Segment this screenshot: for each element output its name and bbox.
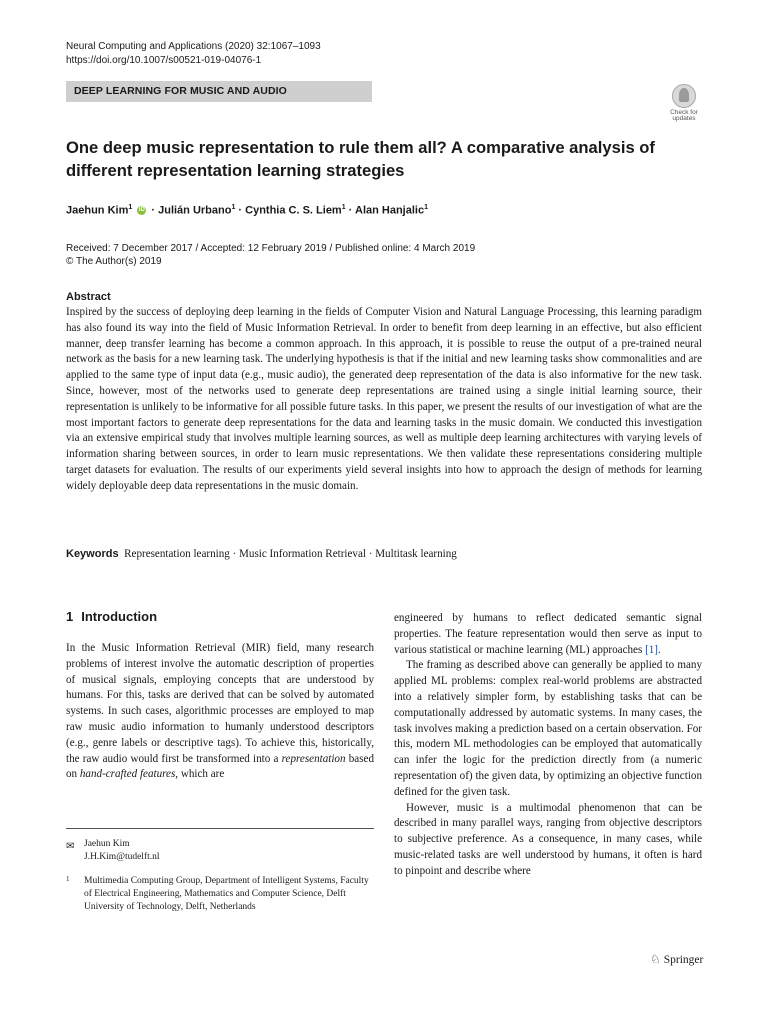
publication-dates (66, 242, 475, 268)
author-list: Jaehun Kim$^1$ iD · Julián Urbano$^1$ · Cynthia C. S. Liem$^1$ · Alan Hanjalic$^1$ (66, 204, 428, 217)
abstract-text: Inspired by the success of deploying deep learning in the fields of Computer Vision and Natural Language Processing, this learning paradigm has also found its way into the field of Music Information Retrieval. In order to benefit from deep learning in an effective, but also efficient manner, deep transfer learning has become a common approach. In this approach, it is possible to reuse the output of a pre-trained neural network as the basis for a new learning task. The underlying hypothesis is that if the initial and new learning tasks show commonalities and are applied to the same type of input data (e.g., music audio), the generated deep representation of the data is also informative for the new task. Since, however, most of the networks used to generate deep representations are trained using a single initial learning source, their representation is unlikely to be informative for all possible future tasks. In this paper, we present the results of our investigation of what are the most important factors to generate deep representations for the data and learning tasks in the music domain. We conducted this investigation via an extensive empirical study that involves multiple learning sources, as well as multiple deep learning architectures with varying levels of information sharing between sources, in order to learn music representations. We then validate these representations considering multiple target datasets for evaluation. The results of our experiments yield several insights into how to approach the design of methods for learning widely deployable deep data representations in the music domain. (66, 306, 702, 492)
springer-horse-icon: ♘ (650, 952, 661, 966)
banner-label: DEEP LEARNING FOR MUSIC AND AUDIO (74, 85, 287, 97)
doi-link[interactable]: https://doi.org/10.1007/s00521-019-04076-1 (66, 55, 262, 66)
paragraph (66, 641, 374, 783)
text-run: engineered by humans to reflect dedicated semantic signal properties. The feature representation would then serve as input to various statistical or machine learning (ML) approaches (394, 612, 702, 656)
paragraph: The framing as described above can generally be applied to many applied ML problems: complex real-world problems are abstracted into a relatively simpler form, by establishing tasks that can be computationally addressed by automatic systems. In many cases, the task involves making a prediction based on a certain observation. For this, modern ML methodologies can be employed that automatically can infer the logic for the prediction directly from (a numeric representation of) the given data, by optimizing an objective function defined for the given task. (394, 659, 702, 798)
section-number: 1 (66, 609, 74, 624)
journal-citation: Neural Computing and Applications (2020) 32:1067–1093 (66, 41, 321, 52)
paper-title: One deep music representation to rule them all? A comparative analysis of different representation learning strategies (66, 138, 655, 180)
affiliation-text: Multimedia Computing Group, Department of Intelligent Systems, Faculty of Electrical Engineering, Mathematics and Computer Science, Delft University of Technology, Delft, Netherlands (84, 876, 369, 912)
check-updates-line2: updates (672, 115, 696, 122)
copyright-line: © The Author(s) 2019 (66, 256, 162, 267)
emphasis: hand-crafted features (79, 768, 176, 781)
paragraph (394, 611, 702, 658)
section-heading (66, 609, 157, 624)
author-affiliation: 1 (424, 204, 428, 211)
journal-header (66, 40, 321, 68)
author-affiliation: 1 (231, 204, 236, 211)
author-name[interactable]: Jaehun Kim (66, 204, 129, 217)
check-updates-line1: Check for (670, 109, 698, 116)
publisher-logo (650, 952, 703, 967)
keywords-text: Representation learning · Music Information Retrieval · Multitask learning (124, 548, 457, 560)
affiliation-number: 1 (66, 875, 70, 883)
orcid-icon[interactable]: iD (138, 207, 145, 214)
abstract-heading: Abstract (66, 291, 111, 303)
author-name[interactable]: Julián Urbano (158, 204, 232, 217)
corresponding-name: Jaehun Kim (84, 839, 130, 849)
text-run: , which are (175, 768, 225, 781)
keywords-label: Keywords (66, 548, 119, 560)
author-name[interactable]: Alan Hanjalic (355, 204, 425, 217)
publisher-name: Springer (663, 954, 704, 966)
envelope-icon: ✉ (66, 841, 75, 852)
author-name[interactable]: Cynthia C. S. Liem (245, 204, 342, 217)
date-line: Received: 7 December 2017 / Accepted: 12 February 2019 / Published online: 4 March 2019 (66, 243, 476, 254)
keywords-line (66, 548, 457, 560)
left-column (66, 641, 374, 783)
emphasis: representation (281, 752, 346, 765)
corresponding-email[interactable]: J.H.Kim@tudelft.nl (84, 852, 160, 862)
section-title: Introduction (81, 609, 158, 624)
text-run: based on (66, 752, 374, 781)
section-banner (66, 81, 372, 102)
check-for-updates-badge[interactable] (666, 84, 702, 122)
text-run: . (658, 643, 661, 656)
footnote-divider (66, 828, 374, 829)
check-for-updates-icon (672, 84, 696, 108)
paragraph: However, music is a multimodal phenomenon that can be described in many parallel ways, ranging from objective descriptors to subjective preference. As a consequence, in many cases, while music-related tasks are well understood by humans, it often is hard to pinpoint and describe where (394, 801, 702, 877)
text-run: In the Music Information Retrieval (MIR) field, many research problems of interest involve the automatic description of properties of musical signals, employing concepts that are understood by humans. For this, tasks are derived that can be solved by automated systems. In such cases, algorithmic processes are employed to map raw music audio information to humanly understood descriptors (e.g., genre labels or descriptive tags). To achieve this, historically, the raw audio would first be transformed into a (66, 642, 374, 765)
right-column (394, 611, 702, 880)
author-affiliation: 1 (341, 204, 346, 211)
author-affiliation: 1 (128, 204, 133, 211)
citation-link[interactable]: [1] (645, 643, 658, 656)
